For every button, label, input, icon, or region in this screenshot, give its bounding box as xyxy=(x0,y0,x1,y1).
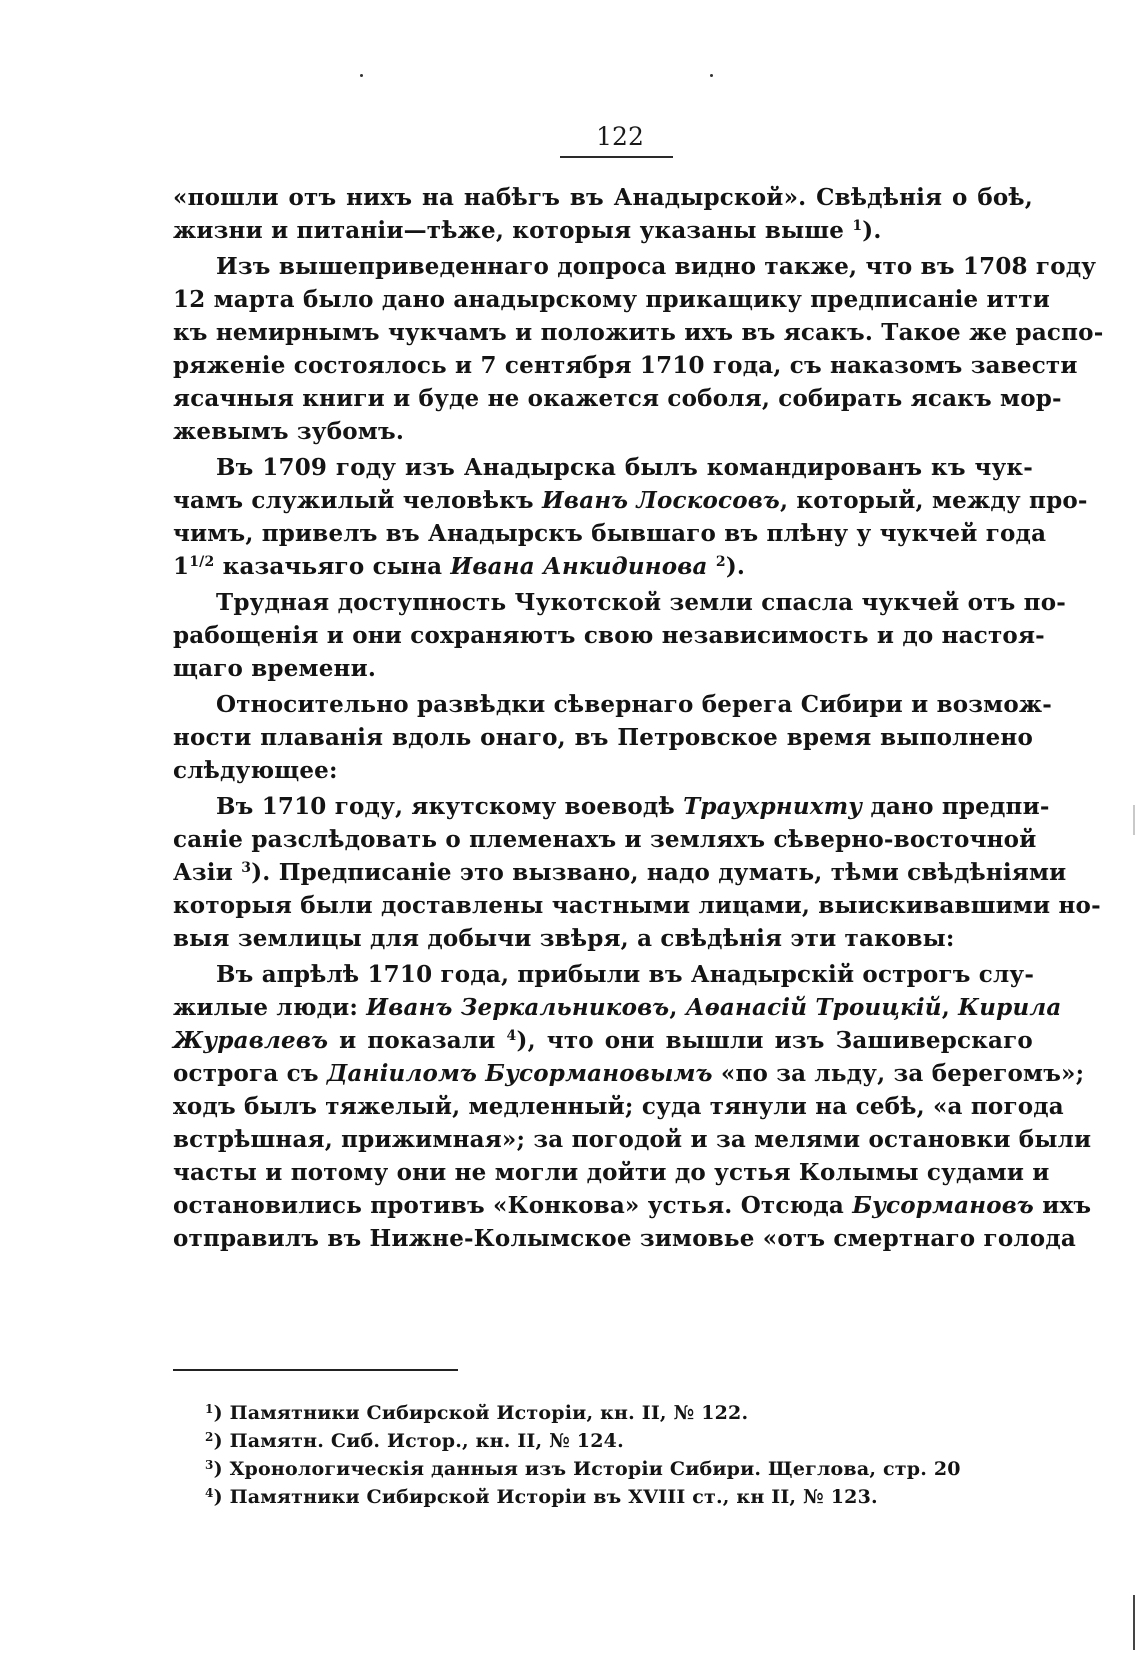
person-name: Иванъ Зеркальниковъ xyxy=(366,994,670,1021)
paragraph-line: Изъ вышеприведеннаго допроса видно также, что въ 1708 году xyxy=(216,253,1097,280)
scan-edge-mark xyxy=(1133,1595,1135,1650)
footnote-ref: 3 xyxy=(241,860,252,876)
person-name: Кирила xyxy=(958,994,1062,1021)
paragraph-line: Въ апрѣлѣ 1710 года, прибыли въ Анадырскій острогъ слу- xyxy=(216,961,1035,988)
text-line: которыя были доставлены частными лицами, выискивавшими но- xyxy=(173,892,1101,919)
footnote: $^1$) Памятники Сибирской Исторіи, кн. II, № 122. xyxy=(205,1402,749,1424)
footnote-mark: 1 xyxy=(205,1402,214,1416)
page-number-underline xyxy=(560,156,673,158)
page-number: 122 xyxy=(596,122,644,151)
footnote-separator xyxy=(173,1369,458,1371)
footnote-ref: 2 xyxy=(715,554,726,570)
text-line: Журавлевъ и показали $^4$), что они вышли изъ Зашиверскаго xyxy=(173,1027,1033,1054)
person-name: Бусормановъ xyxy=(852,1192,1034,1219)
text-line: острога съ Даніиломъ Бусормановымъ «по за льду, за берегомъ»; xyxy=(173,1060,1085,1087)
paragraph-line: Въ 1710 году, якутскому воеводѣ Траухрниxту дано предпи- xyxy=(216,793,1050,820)
text-line: щаго времени. xyxy=(173,655,377,682)
footnote: $^4$) Памятники Сибирской Исторіи въ XVIII ст., кн II, № 123. xyxy=(205,1486,878,1508)
text-line: встрѣшная, прижимная»; за погодой и за мелями остановки были xyxy=(173,1126,1092,1153)
footnote-ref: 1 xyxy=(852,218,863,234)
text-line: остановились противъ «Конкова» устья. Отсюда Бусормановъ ихъ xyxy=(173,1192,1092,1219)
scan-speck xyxy=(360,74,363,77)
text-line: ясачныя книги и буде не окажется соболя, собирать ясакъ мор- xyxy=(173,385,1062,412)
person-name: Траухрниxту xyxy=(683,793,863,820)
person-name: Даніиломъ Бусормановымъ xyxy=(326,1060,713,1087)
text-line: саніе разслѣдовать о племенахъ и земляхъ сѣверно-восточной xyxy=(173,826,1037,853)
text-line: «пошли отъ нихъ на набѣгъ въ Анадырской». Свѣдѣнія о боѣ, xyxy=(173,184,1033,211)
text-line: $1^{1/2}$ казачьяго сына Ивана Анкидинова $^2$). xyxy=(173,553,746,580)
paragraph-line: Трудная доступность Чукотской земли спасла чукчей отъ по- xyxy=(216,589,1066,616)
text-line: чимъ, привелъ въ Анадырскъ бывшаго въ плѣну у чукчей года xyxy=(173,520,1047,547)
person-name: Иванъ Лоскосовъ xyxy=(541,487,780,514)
footnote-mark: 2 xyxy=(205,1430,214,1444)
text-line: жилые люди: Иванъ Зеркальниковъ, Аѳанасій Троицкій, Кирила xyxy=(173,994,1062,1021)
text-line: ности плаванія вдоль онаго, въ Петровское время выполнено xyxy=(173,724,1033,751)
scan-speck xyxy=(710,74,713,77)
footnote: $^2$) Памятн. Сиб. Истор., кн. II, № 124. xyxy=(205,1430,624,1452)
text-line: часты и потому они не могли дойти до устья Колымы судами и xyxy=(173,1159,1050,1186)
person-name: Ивана Анкидинова xyxy=(450,553,708,580)
person-name: Журавлевъ xyxy=(173,1027,329,1054)
text-line: 12 марта было дано анадырскому прикащику предписаніе итти xyxy=(173,286,1050,313)
text-line: выя землицы для добычи звѣря, а свѣдѣнія эти таковы: xyxy=(173,925,955,952)
paragraph-line: Въ 1709 году изъ Анадырска былъ командированъ къ чук- xyxy=(216,454,1033,481)
text-line: къ немирнымъ чукчамъ и положить ихъ въ ясакъ. Такое же распо- xyxy=(173,319,1104,346)
text-line: слѣдующее: xyxy=(173,757,338,784)
footnote: $^3$) Хронологическія данныя изъ Исторіи Сибири. Щеглова, стр. 20 xyxy=(205,1458,961,1480)
footnote-mark: 3 xyxy=(205,1458,214,1472)
text-line: отправилъ въ Нижне-Колымское зимовье «отъ смертнаго голода xyxy=(173,1225,1076,1252)
text-line: жевымъ зубомъ. xyxy=(173,418,405,445)
text-line: рабощенія и они сохраняютъ свою независимость и до настоя- xyxy=(173,622,1045,649)
text-line: чамъ служилый человѣкъ Иванъ Лоскосовъ, который, между про- xyxy=(173,487,1088,514)
scan-edge-mark xyxy=(1133,805,1135,835)
paragraph-line: Относительно развѣдки сѣвернаго берега Сибири и возмож- xyxy=(216,691,1053,718)
text-line: ряженіе состоялось и 7 сентября 1710 года, съ наказомъ завести xyxy=(173,352,1078,379)
footnote-mark: 4 xyxy=(205,1486,214,1500)
text-line: жизни и питаніи—тѣже, которыя указаны выше $^1$). xyxy=(173,217,882,244)
text-line: ходъ былъ тяжелый, медленный; суда тянули на себѣ, «а погода xyxy=(173,1093,1064,1120)
text-line: Азіи $^3$). Предписаніе это вызвано, надо думать, тѣми свѣдѣніями xyxy=(173,859,1067,886)
footnote-ref: 4 xyxy=(506,1028,517,1044)
person-name: Аѳанасій Троицкій xyxy=(685,994,942,1021)
